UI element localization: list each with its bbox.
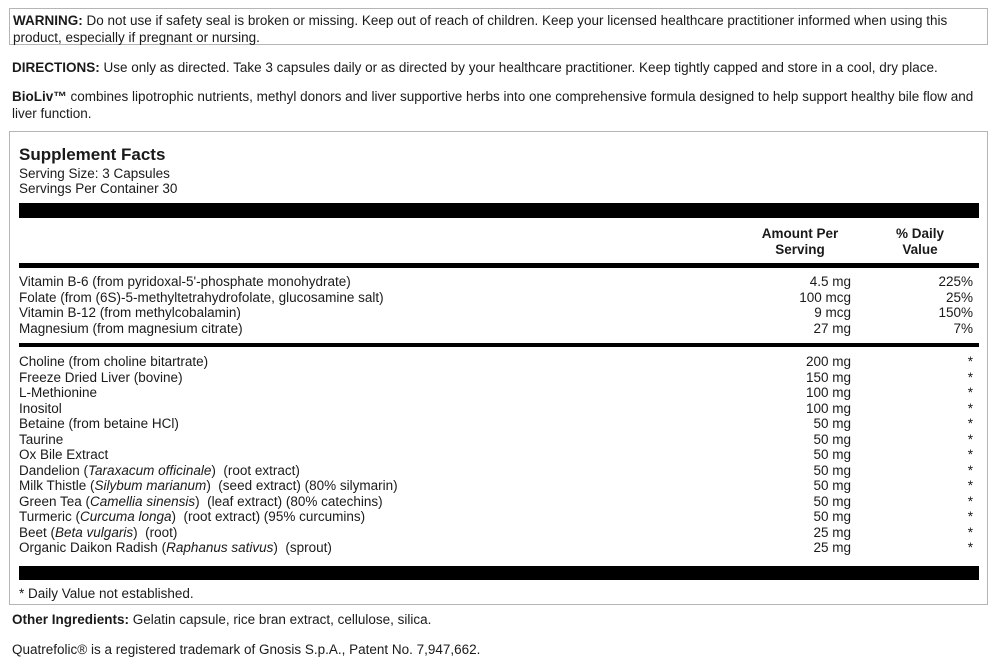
- ingredient-daily-value: *: [967, 462, 973, 478]
- ingredient-latin-name: Curcuma longa: [80, 509, 172, 524]
- ingredient-common-name: Freeze Dried Liver (bovine): [19, 369, 183, 385]
- ingredient-daily-value: *: [967, 431, 973, 447]
- warning-label: WARNING:: [13, 13, 83, 28]
- product-name: BioLiv™: [12, 89, 67, 104]
- ingredient-name: [19, 540, 332, 556]
- table-row: [19, 385, 979, 401]
- ingredient-name: [19, 447, 108, 463]
- ingredient-part: ) (root): [133, 524, 178, 540]
- ingredient-common-name: Ox Bile Extract: [19, 447, 109, 462]
- ingredient-amount: 50 mg: [813, 478, 851, 493]
- nutrient-daily-value: 225%: [938, 274, 973, 289]
- ingredient-amount: 50 mg: [813, 447, 851, 462]
- nutrient-name: Vitamin B-12 (from methylcobalamin): [19, 305, 241, 320]
- ingredient-name: [19, 494, 383, 510]
- ingredient-common-name: Beet (: [19, 524, 56, 540]
- ingredient-name: [19, 370, 183, 386]
- directions-text: Use only as directed. Take 3 capsules daily or as directed by your healthcare practitioner. Keep tightly capped and store in a cool, dry place.: [103, 60, 938, 75]
- dv-header-line2: Value: [902, 242, 938, 257]
- trademark-notice: Quatrefolic® is a registered trademark of Gnosis S.p.A., Patent No. 7,947,662.: [12, 642, 481, 657]
- ingredient-daily-value: *: [967, 540, 973, 555]
- table-row: [19, 494, 979, 510]
- ingredient-latin-name: Camellia sinensis: [90, 493, 196, 509]
- amount-per-serving-header: [750, 226, 850, 258]
- ingredient-latin-name: Taraxacum officinale: [88, 462, 212, 478]
- amount-header-line1: Amount Per: [761, 226, 839, 241]
- ingredient-amount: 50 mg: [813, 431, 851, 447]
- ingredient-name: [19, 416, 179, 432]
- supplement-facts-title: Supplement Facts: [19, 145, 166, 164]
- nutrient-name: Vitamin B-6 (from pyridoxal-5'-phosphate monohydrate): [19, 274, 351, 289]
- ingredient-amount: 100 mg: [805, 400, 851, 416]
- table-row: [19, 447, 979, 463]
- ingredient-amount: 200 mg: [805, 354, 851, 369]
- ingredient-daily-value: *: [967, 385, 973, 400]
- ingredient-latin-name: Beta vulgaris: [55, 524, 134, 540]
- ingredient-name: [19, 432, 63, 448]
- nutrient-amount: 4.5 mg: [809, 274, 851, 289]
- table-row: [19, 509, 979, 525]
- supplement-facts-panel: [9, 131, 988, 605]
- thick-divider-top: [19, 203, 979, 218]
- ingredient-amount: 50 mg: [813, 493, 851, 509]
- ingredient-daily-value: *: [967, 478, 973, 493]
- table-row: [19, 401, 979, 417]
- nutrient-daily-value: 25%: [945, 289, 973, 305]
- nutrient-daily-value: 7%: [953, 320, 973, 336]
- ingredient-daily-value: *: [967, 400, 973, 416]
- ingredient-part: ) (sprout): [273, 540, 332, 555]
- ingredient-name: [19, 354, 208, 370]
- ingredient-daily-value: *: [967, 369, 973, 385]
- directions-paragraph: [12, 59, 987, 76]
- ingredient-common-name: Taurine: [19, 431, 64, 447]
- ingredient-part: ) (root extract): [211, 462, 300, 478]
- table-row: [19, 321, 979, 337]
- other-ingredients-paragraph: [12, 611, 431, 628]
- thick-divider-bottom: [19, 566, 979, 580]
- section-divider: [19, 343, 979, 347]
- table-row: [19, 305, 979, 321]
- dv-header-line1: % Daily: [895, 226, 945, 241]
- nutrient-daily-value: 150%: [938, 305, 973, 320]
- ingredient-name: [19, 525, 177, 541]
- ingredient-name: [19, 478, 398, 494]
- ingredient-daily-value: *: [967, 416, 973, 431]
- ingredient-latin-name: Raphanus sativus: [166, 540, 274, 555]
- ingredient-common-name: Betaine (from betaine HCl): [19, 416, 179, 431]
- ingredient-common-name: Turmeric (: [19, 509, 80, 524]
- table-row: [19, 432, 979, 448]
- ingredient-name: [19, 463, 300, 479]
- warning-box: [9, 8, 988, 45]
- ingredient-name: [19, 385, 97, 401]
- ingredient-part: ) (seed extract) (80% silymarin): [206, 478, 398, 493]
- table-row: [19, 290, 979, 306]
- nutrient-name: Magnesium (from magnesium citrate): [19, 320, 243, 336]
- table-row: [19, 540, 979, 556]
- other-ingredients-text: Gelatin capsule, rice bran extract, cellulose, silica.: [132, 612, 432, 627]
- nutrient-amount: 100 mcg: [799, 289, 851, 305]
- directions-label: DIRECTIONS:: [12, 60, 100, 75]
- servings-per-container: Servings Per Container 30: [19, 181, 178, 196]
- ingredient-daily-value: *: [967, 524, 973, 540]
- ingredient-name: [19, 509, 365, 525]
- ingredient-part: ) (leaf extract) (80% catechins): [195, 493, 383, 509]
- ingredient-common-name: Dandelion (: [19, 462, 89, 478]
- ingredient-daily-value: *: [967, 447, 973, 462]
- ingredient-common-name: Green Tea (: [19, 493, 91, 509]
- ingredient-amount: 150 mg: [805, 369, 851, 385]
- nutrient-amount: 27 mg: [813, 320, 851, 336]
- daily-value-header: [880, 226, 960, 258]
- ingredient-daily-value: *: [967, 354, 973, 369]
- serving-size: Serving Size: 3 Capsules: [19, 166, 170, 181]
- ingredient-daily-value: *: [967, 509, 973, 524]
- ingredient-amount: 25 mg: [813, 524, 851, 540]
- product-description: [12, 88, 987, 122]
- description-text: combines lipotrophic nutrients, methyl donors and liver supportive herbs into one comprehensive formula designed to help support healthy bile flow and liver function.: [12, 89, 974, 121]
- table-row: [19, 478, 979, 494]
- table-row: [19, 274, 979, 290]
- amount-header-line2: Serving: [775, 242, 825, 257]
- ingredient-amount: 25 mg: [813, 540, 851, 555]
- ingredient-common-name: L-Methionine: [19, 385, 98, 400]
- ingredient-daily-value: *: [967, 493, 973, 509]
- ingredient-amount: 50 mg: [813, 509, 851, 524]
- ingredient-amount: 100 mg: [805, 385, 851, 400]
- ingredient-amount: 50 mg: [813, 462, 851, 478]
- table-row: [19, 370, 979, 386]
- table-row: [19, 416, 979, 432]
- medium-divider: [19, 263, 979, 268]
- ingredient-common-name: Organic Daikon Radish (: [19, 540, 167, 555]
- table-row: [19, 354, 979, 370]
- ingredient-common-name: Inositol: [19, 400, 62, 416]
- ingredient-common-name: Milk Thistle (: [19, 478, 95, 493]
- ingredient-name: [19, 401, 62, 417]
- other-ingredients-label: Other Ingredients:: [12, 612, 130, 627]
- table-row: [19, 463, 979, 479]
- warning-text: Do not use if safety seal is broken or missing. Keep out of reach of children. Keep your licensed healthcare practitioner informed when using this product, especially if pregnant or nursing.: [13, 13, 948, 45]
- nutrient-name: Folate (from (6S)-5-methyltetrahydrofolate, glucosamine salt): [19, 289, 384, 305]
- nutrient-amount: 9 mcg: [814, 305, 851, 320]
- ingredient-amount: 50 mg: [813, 416, 851, 431]
- ingredient-common-name: Choline (from choline bitartrate): [19, 354, 209, 369]
- table-row: [19, 525, 979, 541]
- footnote: * Daily Value not established.: [19, 586, 194, 601]
- ingredient-latin-name: Silybum marianum: [94, 478, 207, 493]
- ingredient-part: ) (root extract) (95% curcumins): [171, 509, 366, 524]
